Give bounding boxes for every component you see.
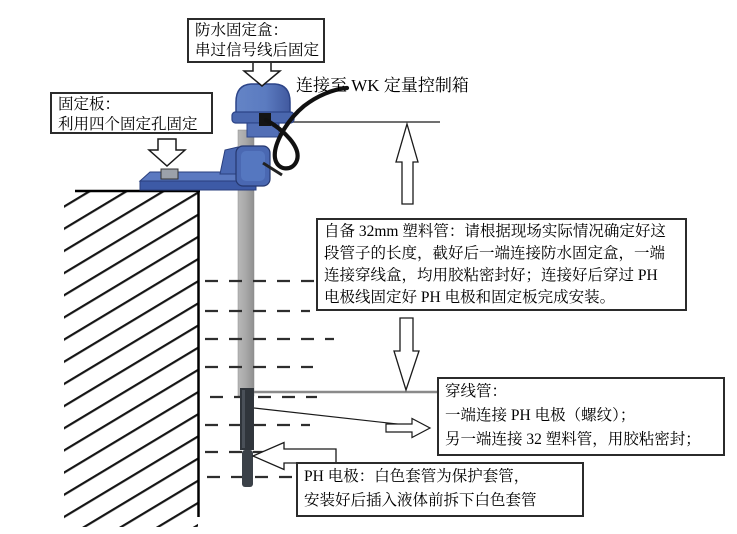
up-arrow-icon <box>396 124 418 204</box>
callout-text-line: 防水固定盒： <box>195 22 289 39</box>
down-arrow-icon <box>149 139 185 166</box>
callout-text-line: 一端连接 PH 电极（螺纹）； <box>445 407 636 424</box>
label-controller-link: 连接至 WK 定量控制箱 <box>296 76 469 95</box>
callout-text-line: 自备 32mm 塑料管：请根据现场实际情况确定好这 <box>324 223 666 240</box>
callout-text-line: 利用四个固定孔固定 <box>58 116 198 133</box>
electrode-highlight <box>242 390 245 448</box>
callout-ph-electrode <box>296 462 584 517</box>
callout-waterproof-box <box>187 18 325 63</box>
wall-hatching <box>64 191 198 527</box>
callout-text-line: 段管子的长度，截好后一端连接防水固定盒，一端 <box>324 245 666 262</box>
callout-fixing-plate <box>50 92 213 134</box>
callout-text-line: 电极线固定好 PH 电极和固定板完成安装。 <box>324 289 616 306</box>
callout-text-line: 穿线管： <box>445 383 508 400</box>
callout-text-line: 安装好后插入液体前拆下白色套管 <box>304 492 537 509</box>
down-arrow-icon <box>394 318 419 390</box>
electrode-tip <box>242 450 253 487</box>
callout-text-line: 固定板： <box>58 96 121 113</box>
water-level-lines <box>205 281 334 477</box>
bracket-clamp-face <box>241 151 265 181</box>
bracket-bolt-block <box>161 169 178 179</box>
wall-section <box>64 190 200 527</box>
callout-conduit <box>437 377 725 456</box>
callout-text-line: 串过信号线后固定 <box>195 42 320 59</box>
callout-plastic-pipe <box>316 218 687 311</box>
down-arrow-icon <box>244 62 280 86</box>
right-arrow-icon <box>386 419 430 438</box>
ph-electrode-body <box>240 388 254 487</box>
callout-text-line: PH 电极：白色套管为保护套管， <box>304 468 530 485</box>
callout-text-line: 另一端连接 32 塑料管，用胶粘密封； <box>445 431 701 448</box>
callout-text-line: 连接穿线盒，均用胶粘密封好；连接好后穿过 PH <box>324 267 658 284</box>
